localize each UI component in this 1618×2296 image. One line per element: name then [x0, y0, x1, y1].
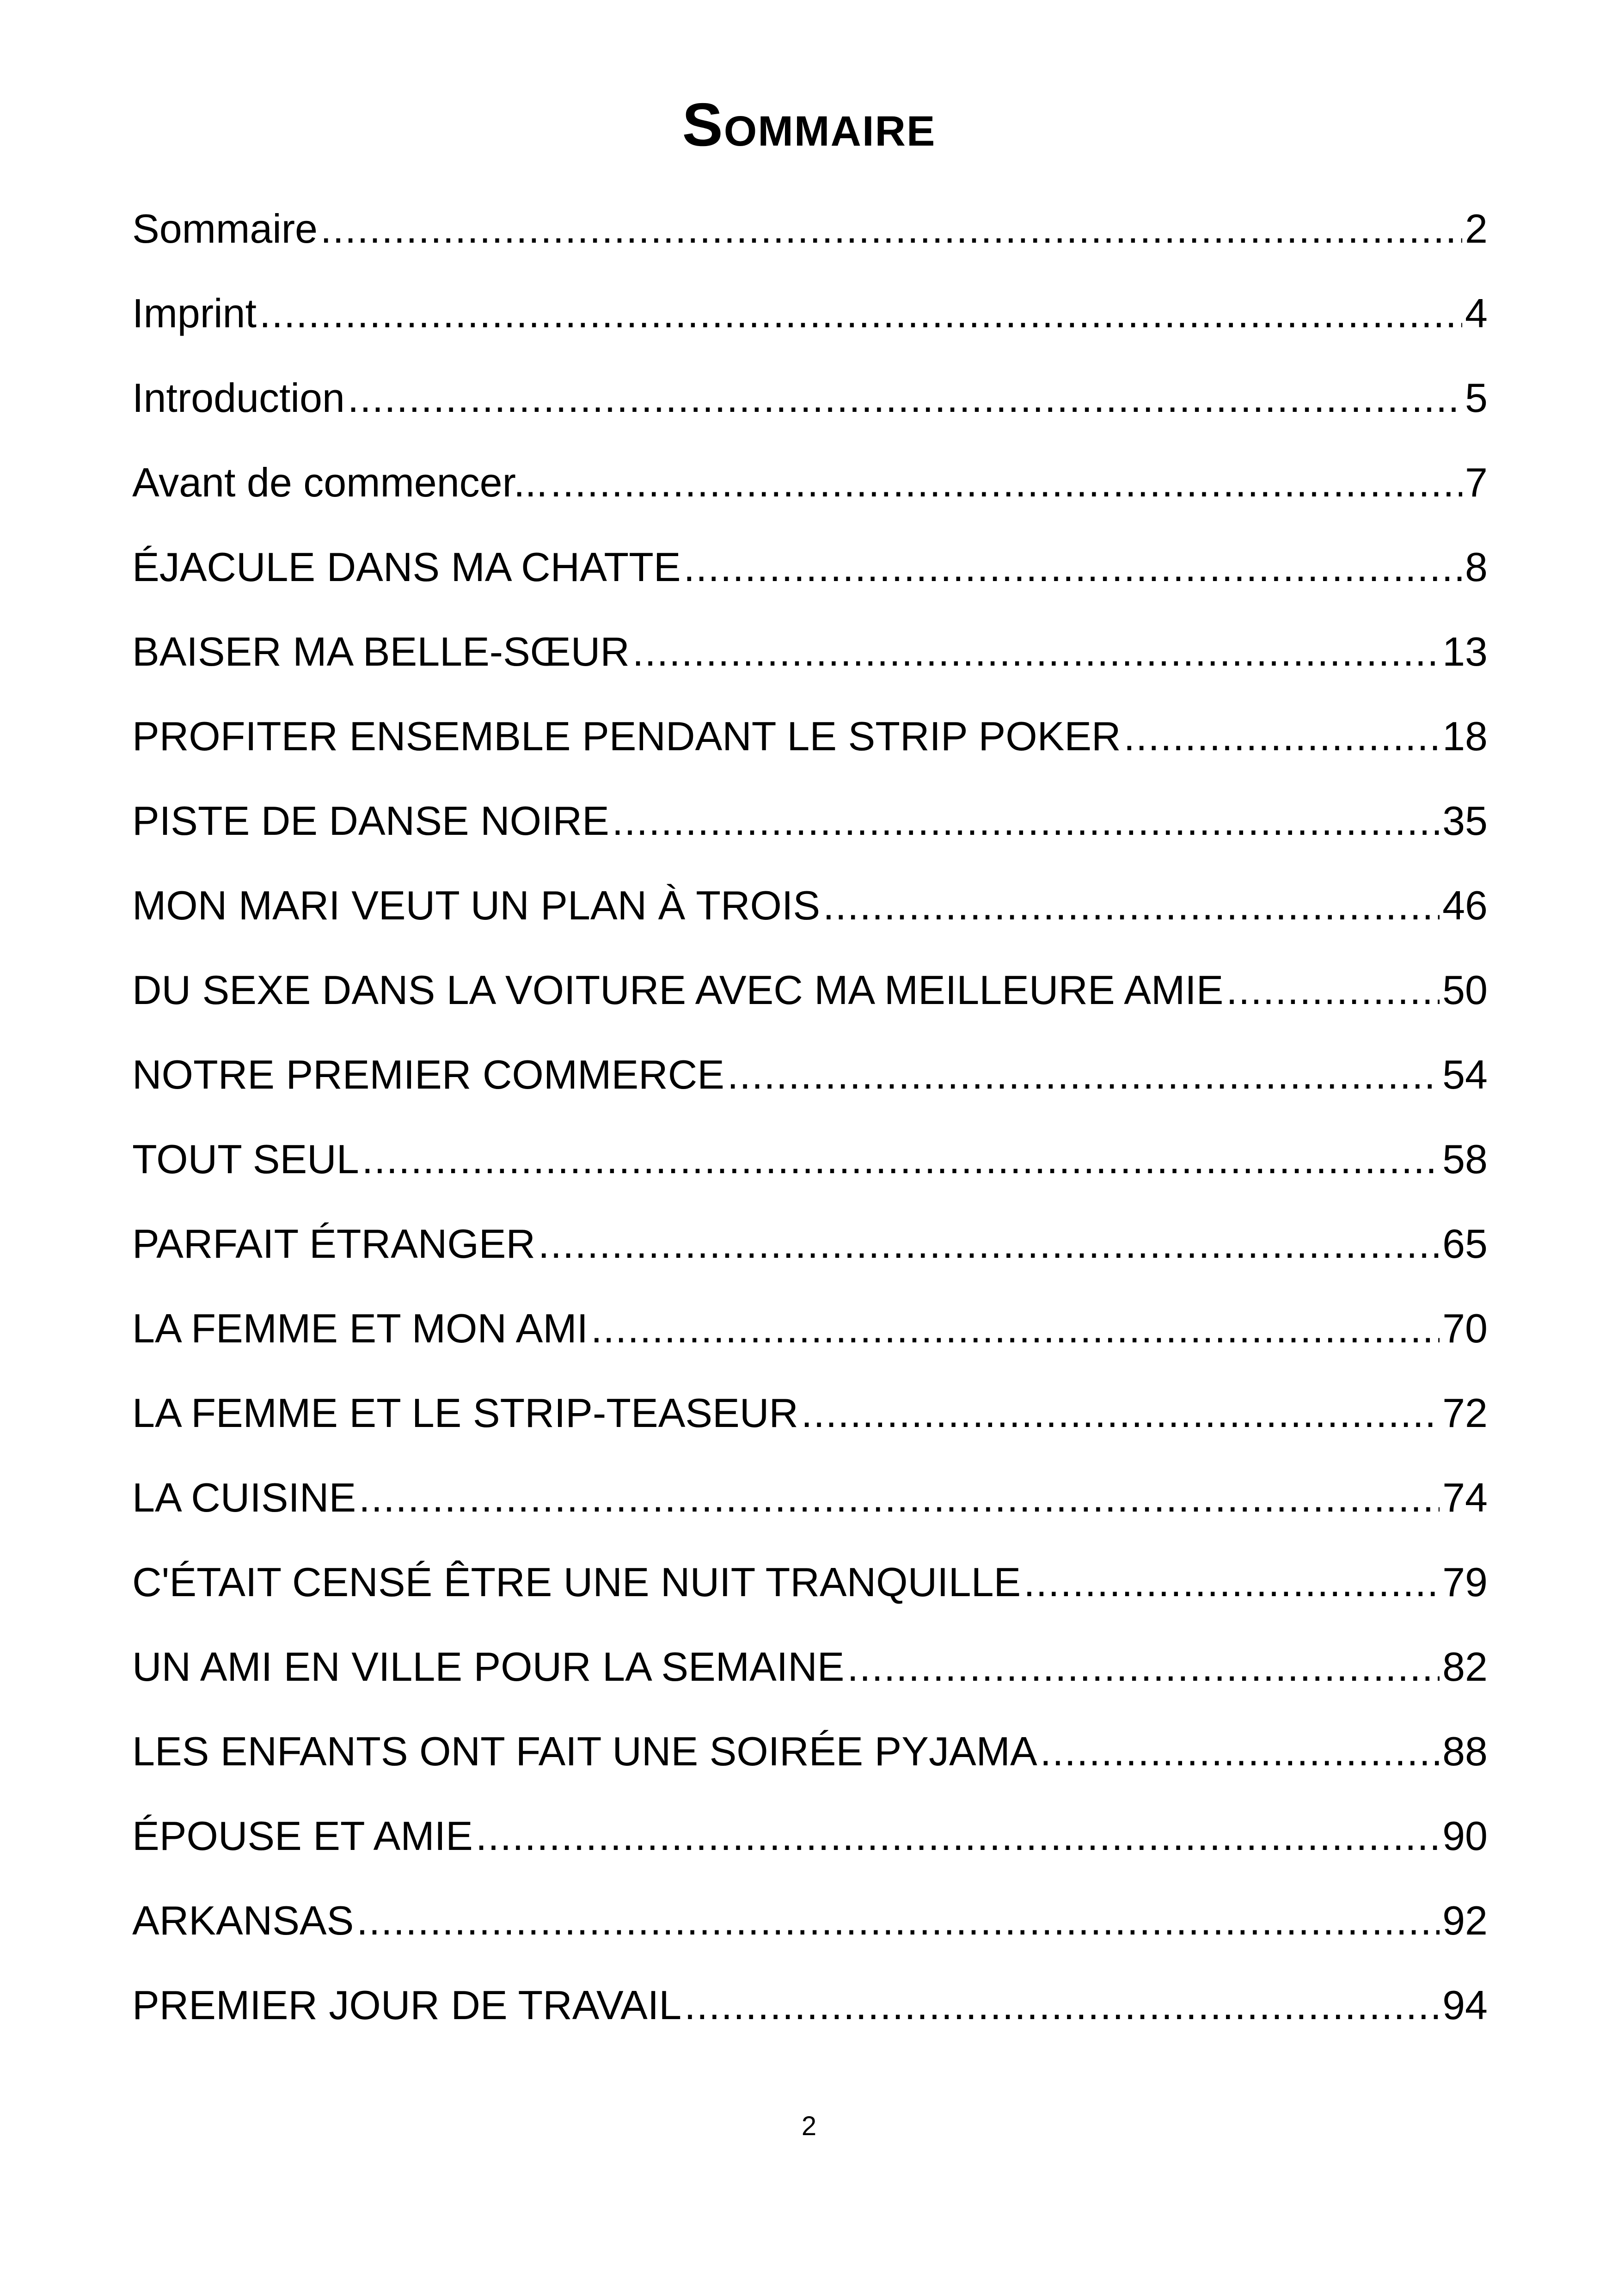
toc-entry-page-number: 8 — [1465, 544, 1488, 590]
dot-leader — [538, 1212, 1440, 1276]
dot-leader — [550, 450, 1462, 515]
dot-leader — [632, 619, 1440, 684]
toc-entry-label: MON MARI VEUT UN PLAN À TROIS — [132, 882, 821, 928]
toc-entry-label: LA FEMME ET LE STRIP-TEASEUR — [132, 1390, 798, 1436]
toc-entry[interactable] — [132, 1465, 1488, 1550]
dot-leader — [684, 1973, 1440, 2038]
toc-entry-label: Imprint — [132, 290, 257, 336]
toc-entry-label: C'ÉTAIT CENSÉ ÊTRE UNE NUIT TRANQUILLE — [132, 1559, 1021, 1605]
toc-entry-page-number: 54 — [1442, 1052, 1488, 1097]
toc-entry-page-number: 70 — [1442, 1305, 1488, 1351]
page-number: 2 — [801, 2111, 817, 2141]
dot-leader — [259, 281, 1462, 346]
toc-entry-label: PARFAIT ÉTRANGER — [132, 1221, 536, 1267]
toc-entry-page-number: 18 — [1442, 713, 1488, 759]
dot-leader — [348, 366, 1462, 430]
toc-entry-label: Sommaire — [132, 206, 318, 251]
page-title: Sommaire — [682, 91, 936, 159]
toc-entry-page-number: 50 — [1442, 967, 1488, 1013]
toc-entry[interactable] — [132, 1973, 1488, 2057]
dot-leader — [320, 196, 1462, 261]
toc-entry-label: NOTRE PREMIER COMMERCE — [132, 1052, 724, 1097]
toc-entry[interactable] — [132, 1719, 1488, 1804]
toc-entry-page-number: 82 — [1442, 1644, 1488, 1690]
toc-entry-page-number: 88 — [1442, 1728, 1488, 1774]
toc-entry[interactable] — [132, 1042, 1488, 1127]
dot-leader — [1226, 958, 1440, 1022]
toc-entry-label: UN AMI EN VILLE POUR LA SEMAINE — [132, 1644, 845, 1690]
toc-entry-page-number: 94 — [1442, 1982, 1488, 2028]
dot-leader — [1024, 1550, 1440, 1615]
toc-entry-label: TOUT SEUL — [132, 1136, 359, 1182]
toc-entry-page-number: 90 — [1442, 1813, 1488, 1859]
toc-entry-label: Avant de commencer... — [132, 459, 548, 505]
dot-leader — [727, 1042, 1440, 1107]
toc-entry-page-number: 5 — [1465, 375, 1488, 421]
toc-entry-label: PREMIER JOUR DE TRAVAIL — [132, 1982, 682, 2028]
toc-entry-label: LA FEMME ET MON AMI — [132, 1305, 588, 1351]
toc-entry-label: DU SEXE DANS LA VOITURE AVEC MA MEILLEURE AMIE — [132, 967, 1224, 1013]
toc-entry[interactable] — [132, 1804, 1488, 1888]
toc-entry-label: Introduction — [132, 375, 345, 421]
dot-leader — [612, 789, 1440, 853]
toc-entry[interactable] — [132, 873, 1488, 958]
toc-entry[interactable] — [132, 1127, 1488, 1212]
dot-leader — [476, 1804, 1440, 1868]
toc-entry-label: ÉJACULE DANS MA CHATTE — [132, 544, 681, 590]
toc-entry[interactable] — [132, 1550, 1488, 1635]
toc-entry-page-number: 74 — [1442, 1475, 1488, 1520]
toc-entry-label: BAISER MA BELLE-SŒUR — [132, 629, 630, 674]
toc-entry[interactable] — [132, 281, 1488, 366]
toc-entry[interactable] — [132, 1888, 1488, 1973]
toc-entry[interactable] — [132, 619, 1488, 704]
toc-entry[interactable] — [132, 535, 1488, 619]
toc-entry-page-number: 72 — [1442, 1390, 1488, 1436]
toc-entry-label: ARKANSAS — [132, 1898, 354, 1943]
toc-entry-page-number: 4 — [1465, 290, 1488, 336]
toc-entry[interactable] — [132, 196, 1488, 281]
toc-entry[interactable] — [132, 704, 1488, 789]
toc-entry[interactable] — [132, 958, 1488, 1042]
toc-entry[interactable] — [132, 1635, 1488, 1719]
toc-entry[interactable] — [132, 1381, 1488, 1465]
toc-entry[interactable] — [132, 1296, 1488, 1381]
toc-entry[interactable] — [132, 789, 1488, 873]
toc-entry-label: PROFITER ENSEMBLE PENDANT LE STRIP POKER — [132, 713, 1121, 759]
toc-entry-label: LES ENFANTS ONT FAIT UNE SOIRÉE PYJAMA — [132, 1728, 1037, 1774]
toc-entry-page-number: 7 — [1465, 459, 1488, 505]
toc-entry-label: ÉPOUSE ET AMIE — [132, 1813, 473, 1859]
toc-entry-page-number: 2 — [1465, 206, 1488, 251]
dot-leader — [356, 1888, 1440, 1953]
dot-leader — [362, 1127, 1440, 1192]
table-of-contents — [132, 196, 1488, 2057]
dot-leader — [801, 1381, 1440, 1445]
toc-entry-label: LA CUISINE — [132, 1475, 356, 1520]
toc-entry[interactable] — [132, 450, 1488, 535]
dot-leader — [591, 1296, 1440, 1361]
dot-leader — [1040, 1719, 1440, 1784]
dot-leader — [847, 1635, 1440, 1699]
toc-entry[interactable] — [132, 366, 1488, 450]
toc-entry-page-number: 92 — [1442, 1898, 1488, 1943]
dot-leader — [684, 535, 1462, 600]
toc-entry-page-number: 13 — [1442, 629, 1488, 674]
toc-entry[interactable] — [132, 1212, 1488, 1296]
dot-leader — [823, 873, 1440, 938]
toc-entry-page-number: 65 — [1442, 1221, 1488, 1267]
toc-entry-page-number: 46 — [1442, 882, 1488, 928]
toc-entry-page-number: 35 — [1442, 798, 1488, 844]
toc-entry-page-number: 58 — [1442, 1136, 1488, 1182]
dot-leader — [1124, 704, 1440, 769]
dot-leader — [359, 1465, 1440, 1530]
toc-entry-label: PISTE DE DANSE NOIRE — [132, 798, 609, 844]
toc-entry-page-number: 79 — [1442, 1559, 1488, 1605]
